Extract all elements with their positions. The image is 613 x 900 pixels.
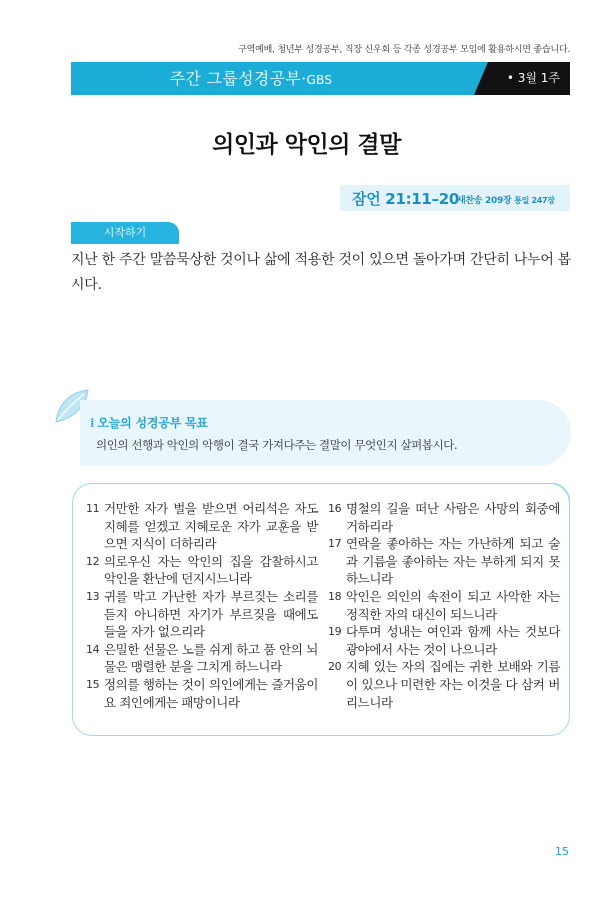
- verse-number: 11: [86, 502, 100, 515]
- goal-text: 의인의 선행과 악인의 악행이 결국 가져다주는 결말이 무엇인지 살펴봅시다.: [96, 438, 458, 452]
- verse-number: 19: [328, 625, 342, 639]
- verse-text: 다투며 성내는 여인과 함께 사는 것보다 광야에서 사는 것이 나으니라: [346, 624, 560, 657]
- verse-text: 정의를 행하는 것이 의인에게는 즐거움이요 죄인에게는 패망이니라: [104, 676, 318, 710]
- header-gbs: GBS: [306, 73, 333, 87]
- verse-number: 13: [86, 589, 100, 603]
- verse-number: 15: [86, 677, 100, 691]
- top-note: 구역예배, 청년부 성경공부, 직장 신우회 등 각종 성경공부 모임에 활용하시면 좋습니다.: [238, 45, 570, 55]
- verse-text: 의로우신 자는 악인의 집을 감찰하시고 악인을 환난에 던지시느니라: [104, 553, 318, 587]
- verse-text: 명철의 길을 떠난 사람은 사망의 회중에 거하리라: [346, 501, 560, 534]
- start-section-tag: 시작하기: [71, 222, 179, 244]
- goal-label-text: 오늘의 성경공부 목표: [97, 416, 208, 430]
- verse-item: [328, 500, 560, 535]
- verse-text: 악인은 의인의 속전이 되고 사악한 자는 정직한 자의 대신이 되느니라: [346, 588, 560, 622]
- lesson-title: 의인과 악인의 결말: [212, 131, 401, 158]
- header-title: [71, 62, 431, 95]
- hymn-new: 새찬송 209장: [457, 196, 512, 206]
- verse-number: 16: [328, 502, 342, 515]
- page-number: 15: [555, 845, 569, 858]
- verse-item: [328, 623, 560, 658]
- verse-item: [86, 641, 318, 676]
- verse-item: [328, 588, 560, 623]
- verse-number: 12: [86, 554, 100, 568]
- verse-item: [86, 500, 318, 553]
- header-week: • 3월 1주: [488, 62, 570, 95]
- verse-item: [86, 553, 318, 588]
- verse-number: 14: [86, 642, 100, 656]
- verse-text: 지혜 있는 자의 집에는 귀한 보배와 기름이 있으나 미련한 자는 이것을 다 삼켜 버리느니라: [346, 659, 560, 710]
- scripture-reference: 잠언 21:11–20: [352, 190, 460, 208]
- hymn-unified: 통일 247장: [514, 196, 555, 205]
- verses-left-column: [86, 500, 318, 711]
- goal-label: [90, 414, 208, 431]
- verse-text: 은밀한 선물은 노를 쉬게 하고 품 안의 뇌물은 맹렬한 분을 그치게 하느니라: [104, 641, 318, 675]
- verse-text: 연락을 좋아하는 자는 가난하게 되고 술과 기름을 좋아하는 자는 부하게 되지 못하느니라: [346, 536, 560, 587]
- header-title-text: 주간 그룹성경공부·: [169, 69, 307, 88]
- goal-marker-icon: ⁞: [90, 416, 95, 430]
- verse-item: [328, 535, 560, 588]
- verse-text: 거만한 자가 벌을 받으면 어리석은 자도 지혜를 얻겠고 지혜로운 자가 교훈을 받으면 지식이 더하리라: [104, 501, 318, 552]
- verse-number: 20: [328, 660, 342, 674]
- header-bar: [71, 62, 570, 95]
- verse-number: 18: [328, 589, 342, 603]
- verse-text: 귀를 막고 가난한 자가 부르짖는 소리를 듣지 아니하면 자기가 부르짖을 때에도 들을 자가 없으리라: [104, 588, 318, 640]
- verse-number: 17: [328, 537, 342, 551]
- verse-item: [86, 676, 318, 711]
- goal-box: [80, 400, 571, 466]
- verse-item: [328, 658, 560, 711]
- start-text: 지난 한 주간 말씀묵상한 것이나 삶에 적용한 것이 있으면 돌아가며 간단히 나누어 봅시다.: [71, 252, 571, 293]
- scripture-bar: [340, 185, 570, 211]
- verse-item: [86, 588, 318, 641]
- hymn-info: [457, 193, 555, 206]
- verses-right-column: [328, 500, 560, 711]
